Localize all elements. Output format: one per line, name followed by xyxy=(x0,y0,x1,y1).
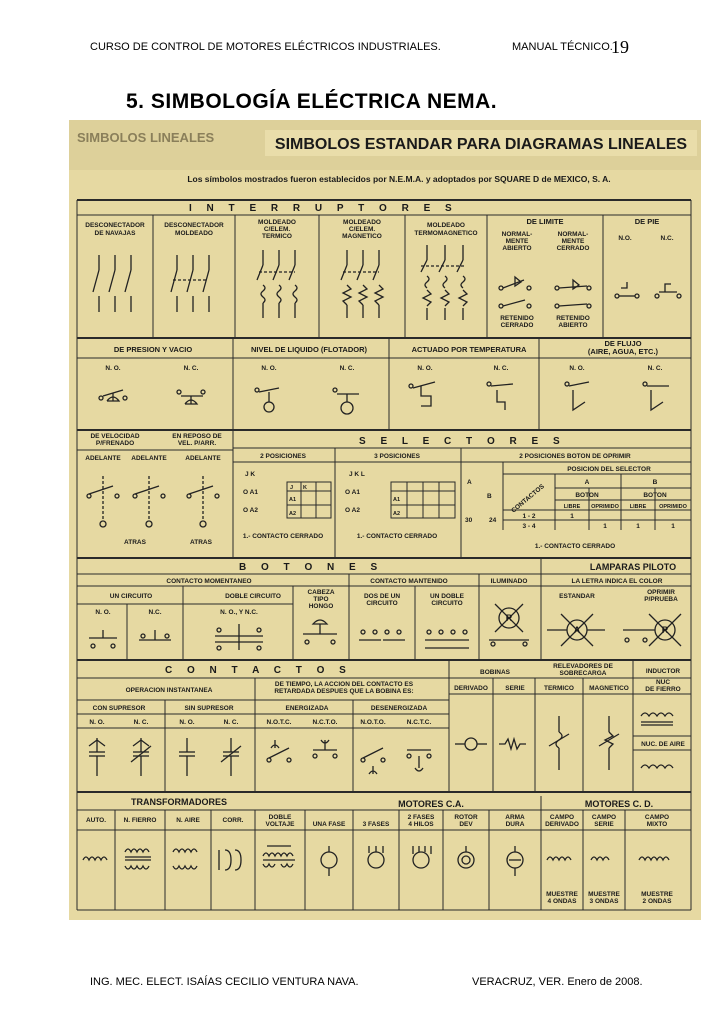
limite-nc-l3: CERRADO xyxy=(556,245,590,252)
contacto-label-2: N. O. xyxy=(179,719,195,726)
row2-label-5: N. C. xyxy=(493,365,509,372)
nuc-fierro-l2: DE FIERRO xyxy=(645,686,681,693)
oprimir-l1: OPRIMIR xyxy=(647,589,675,596)
selector-btn-b: B xyxy=(487,493,492,500)
contacto-label-0: N. O. xyxy=(89,719,105,726)
reposo-l1: EN REPOSO DE xyxy=(172,433,222,440)
contacto-momentaneo: CONTACTO MOMENTANEO xyxy=(166,578,252,585)
flujo-label-l2: (AIRE, AGUA, ETC.) xyxy=(587,347,659,356)
libre-a: LIBRE xyxy=(563,504,581,510)
contacto-label-3: N. C. xyxy=(223,719,239,726)
row-3-4: 3 - 4 xyxy=(522,523,536,530)
derivado: DERIVADO xyxy=(454,685,488,692)
selector-2pos-a2: A2 xyxy=(289,511,297,517)
row2-label-0: N. O. xyxy=(105,365,121,372)
selector-2pos-k: K xyxy=(303,485,307,491)
interr-col3-l3: TERMICO xyxy=(262,233,292,240)
dos-fases-l2: 4 HILOS xyxy=(408,821,434,828)
header-course-title: CURSO DE CONTROL DE MOTORES ELÉCTRICOS INDUSTRIALES. xyxy=(90,41,441,53)
tres-posiciones: 3 POSICIONES xyxy=(374,453,420,460)
selector-oa2-2pos: O A2 xyxy=(243,507,258,514)
campo-mixto-l2: MIXTO xyxy=(646,821,668,828)
selector-btn-30: 30 xyxy=(465,517,473,524)
limite-na-l1: NORMAL- xyxy=(501,231,533,238)
interr-limite: DE LIMITE xyxy=(526,217,564,226)
inductor: INDUCTOR xyxy=(645,668,681,675)
footer-author: ING. MEC. ELECT. ISAÍAS CECILIO VENTURA NAVA. xyxy=(90,976,359,988)
interruptores-heading: I N T E R R U P T O R E S xyxy=(189,203,458,214)
doble-circuito: DOBLE CIRCUITO xyxy=(225,593,281,600)
interr-col3-l2: C/ELEM. xyxy=(263,226,291,233)
muestre3-l2: 3 ONDAS xyxy=(589,898,619,905)
selector-jkl: J K L xyxy=(349,471,365,478)
boton-oprimir: 2 POSICIONES BOTON DE OPRIMIR xyxy=(519,453,631,460)
contacto-label-1: N. C. xyxy=(133,719,149,726)
page-number: 19 xyxy=(611,37,629,57)
tres-fases: 3 FASES xyxy=(362,821,390,828)
contacto-label-4: N.O.T.C. xyxy=(266,719,292,726)
estandar: ESTANDAR xyxy=(559,593,595,600)
interr-col1-l2: DE NAVAJAS xyxy=(94,230,136,237)
contactos-rotated: CONTACTOS xyxy=(510,483,546,515)
dos-de-un-l1: DOS DE UN xyxy=(363,593,401,600)
selector-jk: J K xyxy=(245,471,256,478)
boton-label-a: BOTON xyxy=(575,492,599,499)
selector-btn-24: 24 xyxy=(489,517,497,524)
velocidad-l2: P/FRENADO xyxy=(95,440,135,447)
muestre3-l1: MUESTRE xyxy=(588,891,620,898)
old-title-fragment: SIMBOLOS LINEALES xyxy=(77,130,215,145)
motores-ca-heading: MOTORES C.A. xyxy=(398,799,464,809)
boton-label-b: BOTON xyxy=(643,492,667,499)
armadura-l1: ARMA xyxy=(505,814,525,821)
rotor-l1: ROTOR xyxy=(454,814,478,821)
selector-oa2-3pos: O A2 xyxy=(345,507,360,514)
contacto-cerrado-3pos: 1.- CONTACTO CERRADO xyxy=(356,533,438,540)
btn-nc: N.C. xyxy=(148,609,162,616)
motores-cd-heading: MOTORES C. D. xyxy=(584,799,654,809)
selector-btn-a: A xyxy=(467,479,472,486)
limite-nc-l2: MENTE xyxy=(561,238,585,245)
selector-2pos-j: J xyxy=(290,485,294,491)
interr-col5-l2: TERMOMAGNETICO xyxy=(414,230,478,237)
atras-1: ATRAS xyxy=(124,539,146,546)
sin-supresor: SIN SUPRESOR xyxy=(184,705,234,712)
interr-col1-l1: DESCONECTADOR xyxy=(85,222,145,229)
oprimido-a: OPRIMIDO xyxy=(591,504,619,510)
dos-fases-l1: 2 FASES xyxy=(407,814,435,821)
contacto-label-6: N.O.T.O. xyxy=(360,719,386,726)
interr-col5-l1: MOLDEADO xyxy=(427,222,465,229)
interr-pie: DE PIE xyxy=(634,217,660,226)
selector-oa1-3pos: O A1 xyxy=(345,489,360,496)
trafo-corr: CORR. xyxy=(222,817,244,824)
retenido-cerrado-l2: CERRADO xyxy=(500,322,534,329)
retenido-abierto-l2: ABIERTO xyxy=(558,322,588,329)
selectores-heading: S E L E C T O R E S xyxy=(359,436,566,447)
nema-chart-svg xyxy=(69,120,701,920)
selector-3pos-a1: A1 xyxy=(393,497,401,503)
doble-voltaje-l1: DOBLE xyxy=(268,814,292,821)
iluminado-r: R xyxy=(505,613,513,623)
row2-label-3: N. C. xyxy=(339,365,355,372)
con-supresor: CON SUPRESOR xyxy=(92,705,146,712)
contacto-mantenido: CONTACTO MANTENIDO xyxy=(370,578,448,585)
nuc-aire: NUC. DE AIRE xyxy=(641,741,685,748)
trafo-auto: AUTO. xyxy=(85,817,107,824)
contacto-cerrado-boton: 1.- CONTACTO CERRADO xyxy=(534,543,616,550)
trafo-n-aire: N. AIRE xyxy=(176,817,200,824)
un-doble-l2: CIRCUITO xyxy=(431,600,463,607)
presion-vacio-label: DE PRESION Y VACIO xyxy=(113,345,193,354)
muestre4-l1: MUESTRE xyxy=(546,891,578,898)
armadura-l2: DURA xyxy=(505,821,525,828)
desenergizada: DESENERGIZADA xyxy=(370,705,428,712)
iluminado: ILUMINADO xyxy=(490,578,528,585)
un-doble-l1: UN DOBLE xyxy=(430,593,464,600)
tiempo-l2: RETARDADA DESPUES QUE LA BOBINA ES: xyxy=(274,688,414,695)
adelante-1: ADELANTE xyxy=(85,455,121,462)
cell-1-2-libre-a: 1 xyxy=(570,513,574,520)
interr-col3-l1: MOLDEADO xyxy=(258,219,296,226)
cell-3-4-oprimido-a: 1 xyxy=(603,523,607,530)
lamparas-heading: LAMPARAS PILOTO xyxy=(589,562,677,572)
termico: TERMICO xyxy=(544,685,574,692)
cabeza-l3: HONGO xyxy=(308,603,334,610)
campo-derivado-l1: CAMPO xyxy=(549,814,575,821)
boton-b: B xyxy=(652,479,658,486)
relevadores-l2: SOBRECARGA xyxy=(559,670,607,677)
campo-serie-l1: CAMPO xyxy=(591,814,617,821)
row2-label-4: N. O. xyxy=(417,365,433,372)
limite-na-l2: MENTE xyxy=(505,238,529,245)
interr-pie-nc: N.C. xyxy=(660,235,674,242)
operacion-instantanea: OPERACION INSTANTANEA xyxy=(125,687,213,694)
reposo-l2: VEL. P/ARR. xyxy=(177,440,217,447)
velocidad-l1: DE VELOCIDAD xyxy=(90,433,140,440)
section-title: 5. SIMBOLOGÍA ELÉCTRICA NEMA. xyxy=(126,90,498,113)
botones-heading: B O T O N E S xyxy=(239,562,384,573)
muestre4-l2: 4 ONDAS xyxy=(547,898,577,905)
boton-a: A xyxy=(584,479,590,486)
transformadores-heading: TRANSFORMADORES xyxy=(131,797,227,807)
lampara-a: A xyxy=(573,625,581,635)
campo-derivado-l2: DERIVADO xyxy=(545,821,579,828)
selector-oa1-2pos: O A1 xyxy=(243,489,258,496)
campo-serie-l2: SERIE xyxy=(594,821,614,828)
limite-na-l3: ABIERTO xyxy=(502,245,532,252)
rotor-l2: DEV xyxy=(459,821,473,828)
contacto-label-7: N.C.T.C. xyxy=(406,719,432,726)
interr-col4-l3: MAGNETICO xyxy=(342,233,382,240)
contacto-cerrado-2pos: 1.- CONTACTO CERRADO xyxy=(242,533,324,540)
nema-symbol-chart xyxy=(69,120,701,920)
adelante-2: ADELANTE xyxy=(131,455,167,462)
campo-mixto-l1: CAMPO xyxy=(644,814,670,821)
interr-col2-l1: DESCONECTADOR xyxy=(164,222,224,229)
una-fase: UNA FASE xyxy=(312,821,346,828)
btn-no: N. O. xyxy=(95,609,111,616)
chart-subtitle: Los símbolos mostrados fueron establecidos por N.E.M.A. y adoptados por SQUARE D de MEXICO, S. A. xyxy=(187,174,611,184)
atras-2: ATRAS xyxy=(190,539,212,546)
relevadores-l1: RELEVADORES DE xyxy=(553,663,613,670)
cell-3-4-oprimido-b: 1 xyxy=(671,523,675,530)
adelante-3: ADELANTE xyxy=(185,455,221,462)
dos-posiciones: 2 POSICIONES xyxy=(260,453,306,460)
nivel-liquido-label: NIVEL DE LIQUIDO (FLOTADOR) xyxy=(251,345,367,354)
btn-noync: N. O., Y N.C. xyxy=(220,609,258,616)
retenido-abierto-l1: RETENIDO xyxy=(556,315,590,322)
lampara-r: R xyxy=(661,625,669,635)
letra-color: LA LETRA INDICA EL COLOR xyxy=(571,578,663,585)
row2-label-1: N. C. xyxy=(183,365,199,372)
magnetico: MAGNETICO xyxy=(589,685,629,692)
retenido-cerrado-l1: RETENIDO xyxy=(500,315,534,322)
selector-2pos-a1: A1 xyxy=(289,497,297,503)
contactos-heading: C O N T A C T O S xyxy=(165,665,352,676)
row2-label-2: N. O. xyxy=(261,365,277,372)
cell-3-4-libre-b: 1 xyxy=(636,523,640,530)
doble-voltaje-l2: VOLTAJE xyxy=(265,821,295,828)
energizada: ENERGIZADA xyxy=(285,705,329,712)
selector-3pos-a2: A2 xyxy=(393,511,401,517)
libre-b: LIBRE xyxy=(629,504,647,510)
bobinas: BOBINAS xyxy=(480,669,510,676)
header-manual-label: MANUAL TÉCNICO. xyxy=(512,41,613,53)
un-circuito: UN CIRCUITO xyxy=(109,593,153,600)
temperatura-label: ACTUADO POR TEMPERATURA xyxy=(411,345,527,354)
interr-col4-l1: MOLDEADO xyxy=(343,219,381,226)
row2-label-6: N. O. xyxy=(569,365,585,372)
dos-de-un-l2: CIRCUITO xyxy=(366,600,398,607)
tiempo-l1: DE TIEMPO, LA ACCION DEL CONTACTO ES xyxy=(274,681,414,688)
interr-col4-l2: C/ELEM. xyxy=(348,226,376,233)
oprimido-b: OPRIMIDO xyxy=(659,504,687,510)
muestre2-l2: 2 ONDAS xyxy=(642,898,672,905)
row-1-2: 1 - 2 xyxy=(522,513,536,520)
interr-col2-l2: MOLDEADO xyxy=(175,230,213,237)
row2-label-7: N. C. xyxy=(647,365,663,372)
interr-pie-no: N.O. xyxy=(618,235,632,242)
muestre2-l1: MUESTRE xyxy=(641,891,673,898)
trafo-n-fierro: N. FIERRO xyxy=(123,817,157,824)
oprimir-l2: P/PRUEBA xyxy=(644,596,678,603)
cabeza-l2: TIPO xyxy=(313,596,329,603)
nuc-fierro-l1: NUC xyxy=(655,679,671,686)
posicion-selector: POSICION DEL SELECTOR xyxy=(567,466,651,473)
flujo-label-l1: DE FLUJO xyxy=(604,339,642,348)
limite-nc-l1: NORMAL- xyxy=(557,231,589,238)
cabeza-l1: CABEZA xyxy=(307,589,335,596)
serie: SERIE xyxy=(505,685,525,692)
footer-place-date: VERACRUZ, VER. Enero de 2008. xyxy=(472,976,643,988)
chart-title: SIMBOLOS ESTANDAR PARA DIAGRAMAS LINEALES xyxy=(274,136,688,153)
contacto-label-5: N.C.T.O. xyxy=(312,719,338,726)
